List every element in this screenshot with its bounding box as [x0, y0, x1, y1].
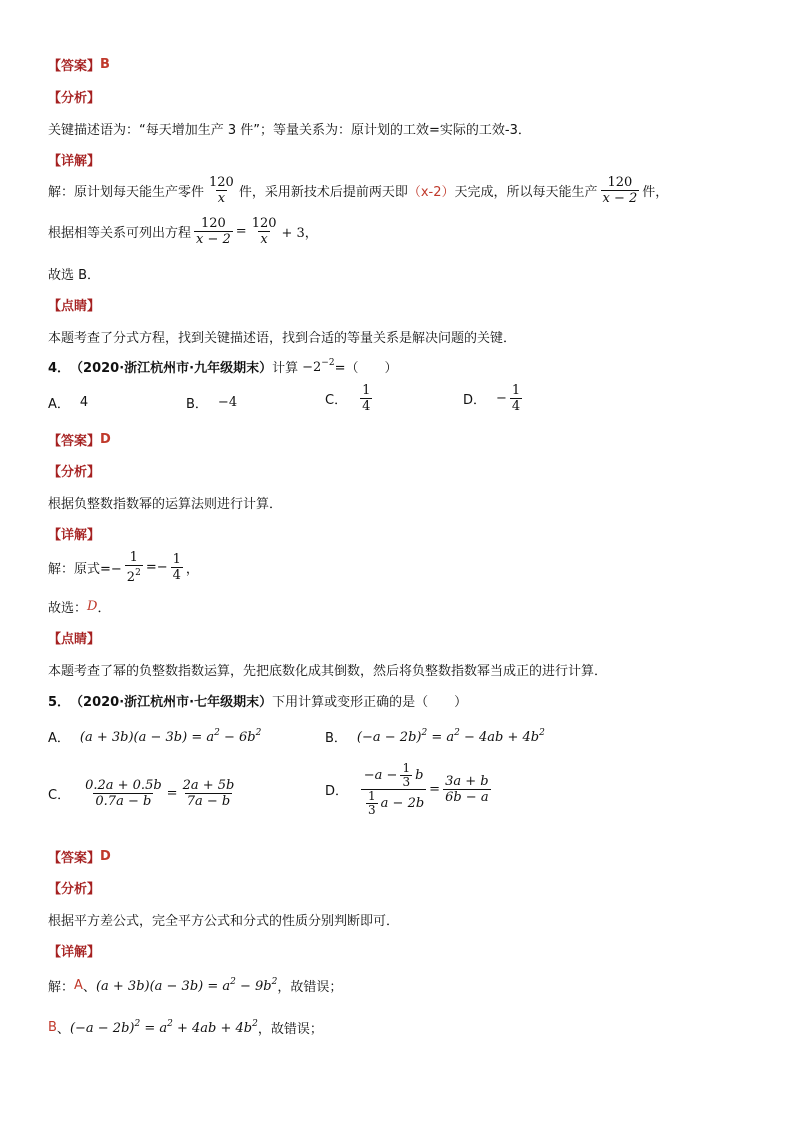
- numerator: 1: [362, 383, 371, 398]
- detail-expr: (−a − 2b): [69, 1021, 135, 1036]
- option-label: A．: [48, 731, 70, 746]
- detail-line-5b: [48, 1018, 323, 1037]
- analysis-text-4: [48, 493, 282, 512]
- exponent: 2: [252, 1019, 258, 1029]
- exponent: 2: [271, 977, 278, 987]
- denominator: 4: [172, 568, 181, 583]
- numerator: 1: [172, 552, 181, 567]
- detail-text: =−: [145, 560, 168, 575]
- detail-expr: − 9b: [235, 979, 272, 994]
- answer-tag: 【答案】: [48, 434, 101, 449]
- denominator: 6b − a: [445, 790, 489, 805]
- denominator: 3: [368, 803, 376, 817]
- numerator: 120: [607, 175, 633, 190]
- answer-row-4: [48, 430, 111, 449]
- fraction: [443, 774, 491, 805]
- comment-tag-text: 【点睛】: [48, 299, 101, 314]
- detail-text: 解：原式=−: [48, 562, 122, 577]
- option-d: [325, 762, 494, 817]
- exponent: 2: [134, 1019, 141, 1029]
- exponent: 2: [167, 1019, 173, 1029]
- exponent: 2: [539, 728, 545, 738]
- option-label: C．: [325, 393, 348, 408]
- option-expr: − 4ab + 4b: [459, 730, 540, 745]
- question-expr: −2: [302, 360, 322, 375]
- analysis-text-content: 根据平方差公式，完全平方公式和分式的性质分别判断即可．: [48, 914, 400, 929]
- detail-tag-text: 【详解】: [48, 528, 101, 543]
- denominator: x: [260, 232, 268, 247]
- comment-text-content: 本题考查了幂的负整数指数运算，先把底数化成其倒数，然后将负整数指数幂当成正的进行计算．: [48, 664, 608, 679]
- exponent: 2: [454, 728, 460, 738]
- option-d: [463, 383, 525, 414]
- detail-expr: + 4ab + 4b: [172, 1021, 253, 1036]
- detail-expr: = a: [140, 1021, 168, 1036]
- exponent: 2: [421, 728, 428, 738]
- question-source: （2020·浙江杭州市·九年级期末）: [70, 361, 273, 376]
- analysis-text-content: 根据负整数指数幂的运算法则进行计算．: [48, 497, 283, 512]
- answer-tag: 【答案】: [48, 851, 101, 866]
- answer-value: D: [100, 849, 111, 864]
- option-label: B．: [325, 731, 347, 746]
- analysis-tag-4: [48, 461, 100, 480]
- choose-text: ．: [97, 601, 111, 616]
- fraction: [83, 778, 164, 809]
- answer-tag: 【答案】: [48, 59, 101, 74]
- equals: =: [429, 782, 441, 797]
- question-number: 4．: [48, 361, 71, 376]
- analysis-text-content: 关键描述语为：“每天增加生产 3 件”；等量关系为：原计划的工效=实际的工效-3．: [48, 123, 531, 138]
- exponent: 2: [255, 728, 262, 738]
- question-number: 5．: [48, 695, 71, 710]
- denominator: 2: [126, 570, 136, 585]
- detail-text: ，故错误；: [277, 980, 343, 995]
- denominator: 3: [402, 775, 411, 789]
- numerator: 1: [129, 550, 138, 565]
- question-stem-tail: =（ ）: [334, 361, 398, 376]
- option-a: [48, 727, 261, 746]
- option-b: [325, 727, 545, 746]
- denominator: x − 2: [602, 191, 638, 206]
- choose-value: D: [87, 599, 98, 614]
- numerator: 120: [209, 175, 234, 190]
- analysis-tag: [48, 87, 100, 106]
- question-5-stem: [48, 691, 467, 710]
- numerator: 3a + b: [445, 774, 489, 789]
- choose-text: 故选 B．: [48, 268, 101, 283]
- complex-fraction: [361, 762, 426, 817]
- answer-row: [48, 55, 110, 74]
- detail-line-4: [48, 550, 199, 585]
- detail-tag-4: [48, 524, 100, 543]
- detail-text: + 3，: [281, 226, 318, 241]
- comment-tag-4: [48, 628, 100, 647]
- choose-text: 故选：: [48, 601, 88, 616]
- comment-tag: [48, 295, 100, 314]
- fraction: [207, 175, 236, 206]
- detail-tag-text: 【详解】: [48, 154, 101, 169]
- detail-highlight: （x-2）: [407, 185, 455, 200]
- numerator: 1: [511, 383, 521, 398]
- numerator: 2a + 5b: [182, 778, 235, 793]
- detail-text: 件，采用新技术后提前两天即: [238, 185, 408, 200]
- fraction: [125, 550, 143, 585]
- exponent: 2: [230, 977, 236, 987]
- fraction: [194, 216, 233, 247]
- question-source: （2020·浙江杭州市·七年级期末）: [70, 695, 273, 710]
- detail-text: 根据相等关系可列出方程: [48, 226, 192, 241]
- fraction: [510, 383, 522, 414]
- numerator: 120: [200, 216, 226, 231]
- analysis-tag-text: 【分析】: [48, 91, 101, 106]
- option-label: B．: [186, 397, 208, 412]
- question-stem: 下用计算或变形正确的是（ ）: [272, 695, 468, 710]
- comment-text-content: 本题考查了分式方程，找到关键描述语，找到合适的等量关系是解决问题的关键．: [48, 331, 517, 346]
- analysis-tag-text: 【分析】: [48, 882, 101, 897]
- choose-line-4: [48, 597, 110, 616]
- option-value: 4: [79, 395, 89, 410]
- detail-highlight: A: [74, 978, 83, 993]
- equals: =: [166, 786, 178, 801]
- denominator: x: [217, 191, 226, 206]
- detail-text: ，故错误；: [257, 1022, 323, 1037]
- option-label: D．: [463, 393, 487, 408]
- answer-value: B: [100, 57, 110, 72]
- expr: −a −: [363, 768, 398, 783]
- option-label: A．: [48, 397, 70, 412]
- fraction: [601, 175, 640, 206]
- analysis-text: [48, 119, 531, 138]
- analysis-tag-5: [48, 878, 100, 897]
- question-stem: 计算: [272, 361, 299, 376]
- detail-text: 解：原计划每天能生产零件: [48, 185, 205, 200]
- option-label: C．: [48, 788, 71, 803]
- question-4-stem: [48, 357, 397, 376]
- denominator: 4: [511, 399, 521, 414]
- fraction: [181, 778, 237, 809]
- answer-value: D: [100, 432, 111, 447]
- equals: =: [235, 224, 247, 239]
- denominator: x − 2: [196, 232, 231, 247]
- comment-text-4: [48, 660, 607, 679]
- detail-text: 天完成，所以每天能生产: [454, 185, 598, 200]
- exponent: −2: [321, 358, 335, 368]
- detail-text: 、: [56, 1022, 70, 1037]
- numerator: 1: [402, 761, 411, 775]
- detail-highlight: B: [48, 1020, 57, 1035]
- denominator: 0.7a − b: [95, 794, 152, 809]
- detail-line-2: [48, 216, 318, 247]
- expr: b: [415, 768, 424, 783]
- detail-text: 件，: [642, 185, 669, 200]
- numerator: 1: [368, 789, 376, 803]
- answer-row-5: [48, 847, 111, 866]
- option-c: [325, 383, 375, 414]
- denominator: 4: [362, 399, 371, 414]
- detail-line-1: [48, 175, 668, 206]
- detail-tag-text: 【详解】: [48, 945, 101, 960]
- option-expr: − 6b: [219, 730, 256, 745]
- option-expr: = a: [427, 730, 455, 745]
- detail-line-5a: [48, 976, 342, 995]
- exponent: 2: [135, 568, 141, 578]
- option-expr: (−a − 2b): [356, 730, 422, 745]
- option-label: D．: [325, 784, 349, 799]
- option-c: [48, 778, 239, 809]
- detail-expr: (a + 3b)(a − 3b) = a: [95, 979, 231, 994]
- fraction: [360, 383, 372, 414]
- detail-tag-5: [48, 941, 100, 960]
- detail-text: 、: [82, 980, 96, 995]
- analysis-text-5: [48, 910, 399, 929]
- numerator: 0.2a + 0.5b: [85, 778, 162, 793]
- analysis-tag-text: 【分析】: [48, 465, 101, 480]
- minus-sign: −: [496, 391, 507, 406]
- fraction: [250, 216, 279, 247]
- exponent: 2: [214, 728, 220, 738]
- option-expr: (a + 3b)(a − 3b) = a: [79, 730, 215, 745]
- comment-tag-text: 【点睛】: [48, 632, 101, 647]
- choose-line: [48, 264, 100, 283]
- option-a: [48, 393, 88, 412]
- fraction: [171, 552, 183, 583]
- expr: a − 2b: [380, 796, 425, 811]
- option-value: −4: [217, 395, 238, 410]
- detail-text: ，: [185, 562, 199, 577]
- detail-text: 解：: [48, 980, 75, 995]
- numerator: 120: [251, 216, 277, 231]
- denominator: 7a − b: [186, 794, 231, 809]
- comment-text: [48, 327, 516, 346]
- option-b: [186, 393, 237, 412]
- detail-tag: [48, 150, 100, 169]
